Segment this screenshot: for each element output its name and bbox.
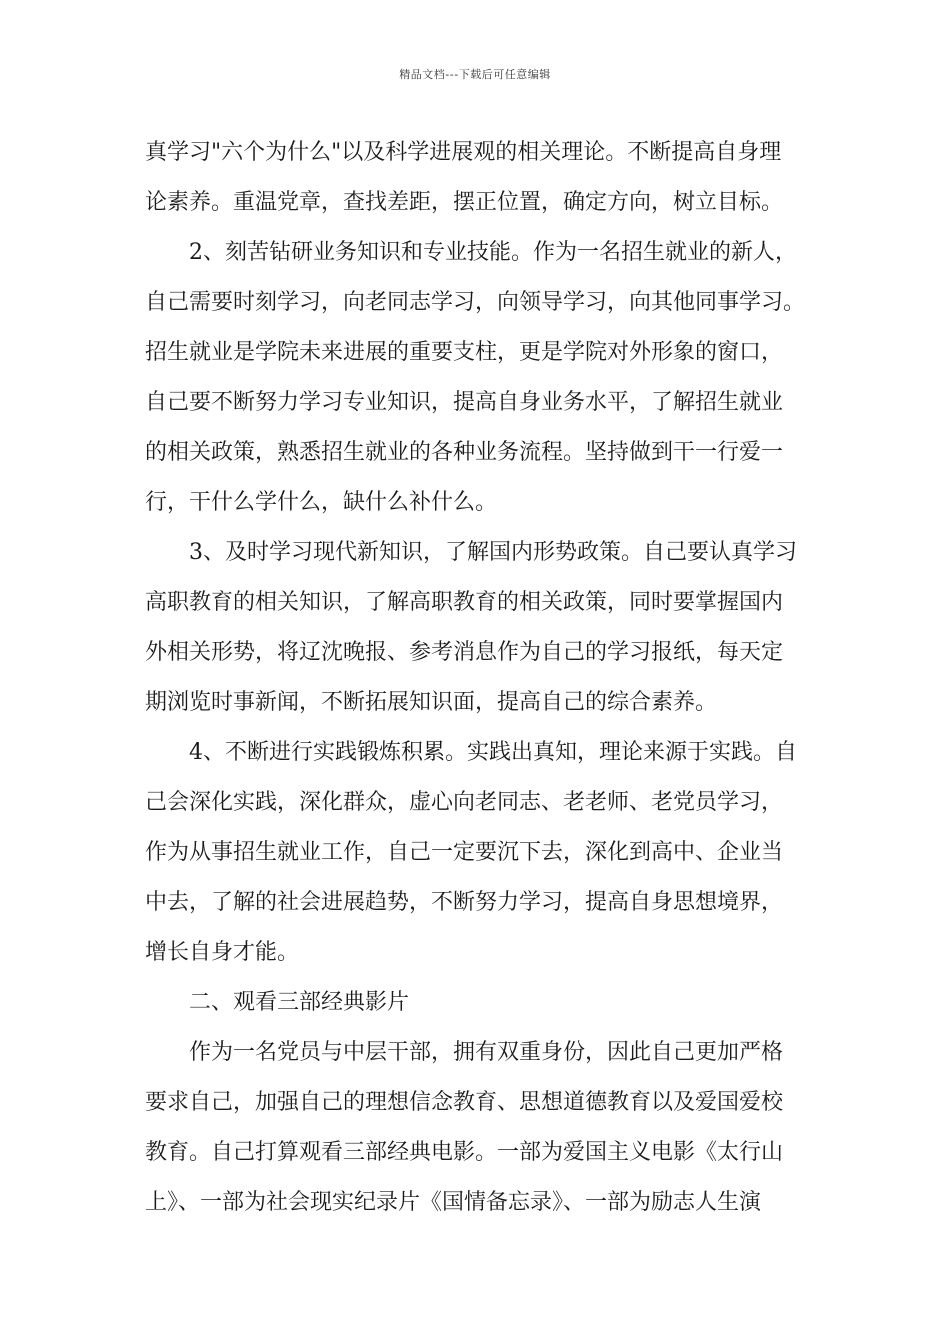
document-body bbox=[145, 128, 825, 1228]
text-line: 中去，了解的社会进展趋势，不断努力学习，提高自身思想境界， bbox=[145, 890, 784, 915]
text-line: 教育。自己打算观看三部经典电影。一部为爱国主义电影《太行山 bbox=[145, 1140, 784, 1165]
text-line: 的相关政策，熟悉招生就业的各种业务流程。坚持做到干一行爱一 bbox=[145, 440, 784, 465]
text-line: 己会深化实践，深化群众，虚心向老同志、老老师、老党员学习， bbox=[145, 790, 784, 815]
text-line: 上》、一部为社会现实纪录片《国情备忘录》、一部为励志人生演 bbox=[145, 1190, 762, 1215]
text-line: 4、不断进行实践锻炼积累。实践出真知，理论来源于实践。自 bbox=[189, 740, 797, 765]
text-line: 招生就业是学院未来进展的重要支柱，更是学院对外形象的窗口， bbox=[145, 340, 784, 365]
text-line: 行，干什么学什么，缺什么补什么。 bbox=[145, 490, 498, 515]
text-line: 真学习"六个为什么"以及科学进展观的相关理论。不断提高自身理 bbox=[145, 140, 782, 165]
text-line: 二、观看三部经典影片 bbox=[189, 990, 410, 1015]
text-line: 自己需要时刻学习，向老同志学习，向领导学习，向其他同事学习。 bbox=[145, 290, 806, 315]
text-line: 作为一名党员与中层干部，拥有双重身份，因此自己更加严格 bbox=[189, 1040, 784, 1065]
text-line: 作为从事招生就业工作，自己一定要沉下去，深化到高中、企业当 bbox=[145, 840, 784, 865]
text-line: 3、及时学习现代新知识，了解国内形势政策。自己要认真学习 bbox=[189, 540, 797, 565]
text-line: 期浏览时事新闻，不断拓展知识面，提高自己的综合素养。 bbox=[145, 690, 718, 715]
text-line: 增长自身才能。 bbox=[145, 940, 300, 965]
text-line: 自己要不断努力学习专业知识，提高自身业务水平，了解招生就业 bbox=[145, 390, 784, 415]
text-line: 2、刻苦钻研业务知识和专业技能。作为一名招生就业的新人， bbox=[189, 240, 797, 265]
text-line: 论素养。重温党章，查找差距，摆正位置，确定方向，树立目标。 bbox=[145, 190, 784, 215]
text-line: 高职教育的相关知识，了解高职教育的相关政策，同时要掌握国内 bbox=[145, 590, 784, 615]
text-line: 要求自己，加强自己的理想信念教育、思想道德教育以及爱国爱校 bbox=[145, 1090, 784, 1115]
text-line: 外相关形势，将辽沈晚报、参考消息作为自己的学习报纸，每天定 bbox=[145, 640, 784, 665]
page-header: 精品文档---下载后可任意编辑 bbox=[399, 68, 551, 81]
